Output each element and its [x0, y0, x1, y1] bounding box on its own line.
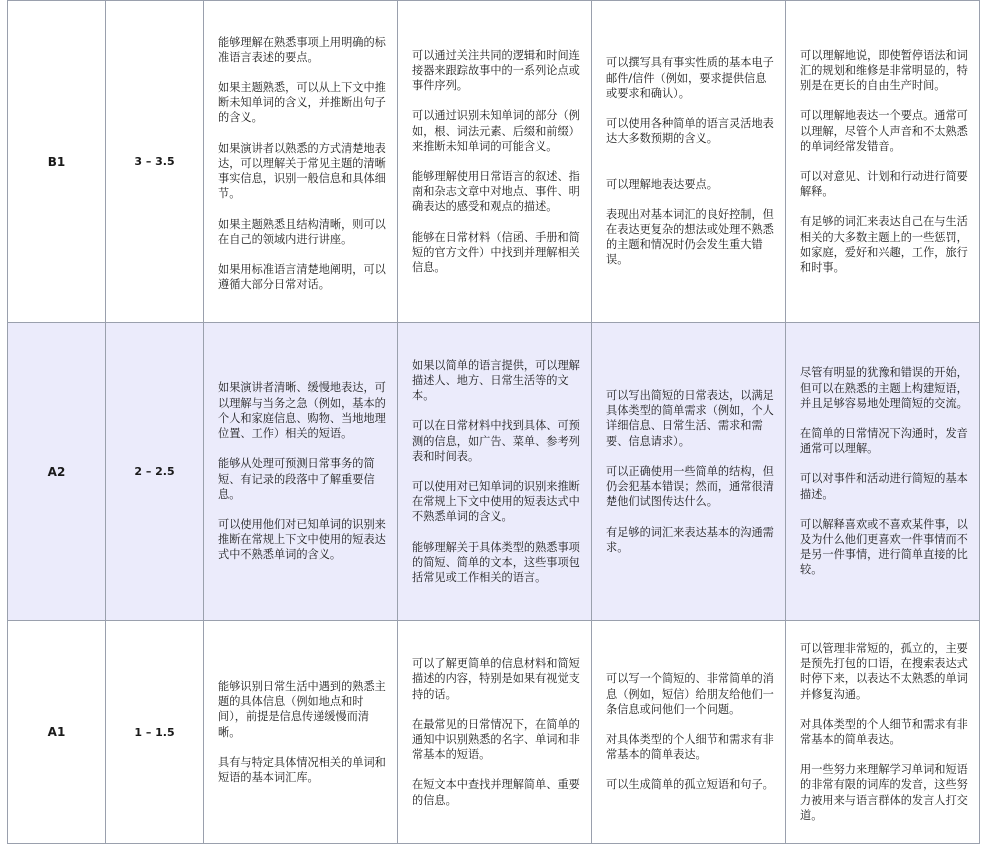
speaking-cell	[786, 1, 980, 323]
descriptor-paragraph: 对具体类型的个人细节和需求有非常基本的简单表达。	[606, 733, 774, 762]
descriptor-paragraph: 可以通过关注共同的逻辑和时间连接器来跟踪故事中的一系列论点或事件序列。	[412, 48, 580, 93]
descriptor-paragraph: 可以通过识别未知单词的部分（例如，根、词法元素、后缀和前缀）来推断未知单词的可能含义。	[412, 109, 580, 153]
writing-cell	[592, 1, 786, 323]
speaking-cell	[786, 323, 980, 621]
reading-cell	[398, 621, 592, 844]
writing-cell	[592, 323, 786, 621]
listening-cell	[204, 621, 398, 844]
descriptor-paragraph: 能够识别日常生活中遇到的熟悉主题的具体信息（例如地点和时间），前提是信息传递缓慢而清晰。	[218, 679, 386, 739]
descriptor-paragraph: 可以解释喜欢或不喜欢某件事，以及为什么他们更喜欢一件事情而不是另一件事情，进行简单直接的比较。	[800, 517, 968, 577]
descriptor-paragraph: 在短文本中查找并理解简单、重要的信息。	[412, 778, 580, 807]
reading-cell	[398, 1, 592, 323]
level-cell: A2	[8, 323, 106, 621]
descriptor-paragraph: 可以理解地说，即使暂停语法和词汇的规划和维修是非常明显的，特别是在更长的自由生产时间。	[800, 48, 968, 93]
descriptor-paragraph: 能够理解在熟悉事项上用明确的标准语言表述的要点。	[218, 35, 386, 64]
descriptor-paragraph: 可以对意见、计划和行动进行简要解释。	[800, 170, 968, 199]
descriptor-paragraph: 如果演讲者以熟悉的方式清楚地表达，可以理解关于常见主题的清晰事实信息，识别一般信息和具体细节。	[218, 141, 386, 201]
descriptor-paragraph: 对具体类型的个人细节和需求有非常基本的简单表达。	[800, 717, 968, 746]
descriptor-paragraph: 可以管理非常短的，孤立的，主要是预先打包的口语，在搜索表达式时停下来，以表达不太熟悉的单词并修复沟通。	[800, 641, 968, 701]
score-cell: 3 – 3.5	[106, 1, 204, 323]
cefr-descriptor-table	[7, 0, 980, 844]
speaking-cell	[786, 621, 980, 844]
listening-cell	[204, 323, 398, 621]
descriptor-paragraph: 能够从处理可预测日常事务的简短、有记录的段落中了解重要信息。	[218, 457, 375, 501]
table-row	[8, 323, 980, 621]
descriptor-paragraph: 具有与特定具体情况相关的单词和短语的基本词汇库。	[218, 755, 386, 784]
descriptor-paragraph: 可以写出简短的日常表达，以满足具体类型的简单需求（例如，个人详细信息、日常生活、需求和需要、信息请求）。	[606, 389, 774, 448]
descriptor-paragraph: 用一些努力来理解学习单词和短语的非常有限的词库的发音，这些努力被用来与语言群体的发言人打交道。	[800, 763, 968, 822]
descriptor-paragraph: 如果用标准语言清楚地阐明，可以遵循大部分日常对话。	[218, 262, 386, 292]
descriptor-paragraph: 可以生成简单的孤立短语和句子。	[606, 778, 774, 792]
score-cell: 2 – 2.5	[106, 323, 204, 621]
descriptor-paragraph: 可以使用他们对已知单词的识别来推断在常规上下文中使用的短表达式中不熟悉单词的含义。	[218, 517, 386, 562]
reading-cell	[398, 323, 592, 621]
table-row	[8, 1, 980, 323]
descriptor-paragraph: 可以写一个简短的、非常简单的消息（例如，短信）给朋友给他们一条信息或问他们一个问题。	[606, 672, 774, 716]
descriptor-paragraph: 有足够的词汇来表达自己在与生活相关的大多数主题上的一些惩罚，如家庭，爱好和兴趣，工作，旅行和时事。	[800, 215, 968, 275]
descriptor-paragraph: 能够在日常材料（信函、手册和简短的官方文件）中找到并理解相关信息。	[412, 230, 580, 275]
descriptor-paragraph: 如果以简单的语言提供，可以理解描述人、地方、日常生活等的文本。	[412, 358, 580, 403]
descriptor-paragraph: 有足够的词汇来表达基本的沟通需求。	[606, 525, 774, 554]
table-row	[8, 621, 980, 844]
descriptor-paragraph: 在最常见的日常情况下，在简单的通知中识别熟悉的名字、单词和非常基本的短语。	[412, 717, 580, 762]
descriptor-paragraph: 在简单的日常情况下沟通时，发音通常可以理解。	[800, 426, 968, 456]
writing-cell	[592, 621, 786, 844]
descriptor-paragraph: 可以理解地表达一个要点。通常可以理解，尽管个人声音和不太熟悉的单词经常发错音。	[800, 109, 968, 153]
descriptor-paragraph: 可以使用各种简单的语言灵活地表达大多数预期的含义。	[606, 117, 774, 146]
score-cell: 1 – 1.5	[106, 621, 204, 844]
level-cell: B1	[8, 1, 106, 323]
descriptor-paragraph: 可以正确使用一些简单的结构，但仍会犯基本错误；然而，通常很清楚他们试图传达什么。	[606, 464, 774, 509]
descriptor-paragraph: 可以撰写具有事实性质的基本电子邮件/信件（例如，要求提供信息或要求和确认）。	[606, 56, 774, 100]
descriptor-paragraph: 可以使用对已知单词的识别来推断在常规上下文中使用的短表达式中不熟悉单词的含义。	[412, 480, 580, 524]
table-body	[8, 1, 980, 844]
descriptor-paragraph: 可以理解地表达要点。	[606, 177, 718, 191]
descriptor-paragraph: 表现出对基本词汇的良好控制，但在表达更复杂的想法或处理不熟悉的主题和情况时仍会发生重大错误。	[606, 207, 774, 267]
descriptor-paragraph: 能够理解关于具体类型的熟悉事项的简短、简单的文本，这些事项包括常见或工作相关的语言。	[412, 540, 580, 585]
descriptor-paragraph: 如果主题熟悉且结构清晰，则可以在自己的领域内进行讲座。	[218, 217, 386, 246]
listening-cell	[204, 1, 398, 323]
descriptor-paragraph: 可以在日常材料中找到具体、可预测的信息，如广告、菜单、参考列表和时间表。	[412, 419, 580, 463]
descriptor-paragraph: 尽管有明显的犹豫和错误的开始，但可以在熟悉的主题上构建短语，并且足够容易地处理简短的交流。	[800, 366, 968, 410]
descriptor-paragraph: 如果演讲者清晰、缓慢地表达，可以理解与当务之急（例如，基本的个人和家庭信息、购物、当地地理位置、工作）相关的短语。	[218, 381, 386, 441]
descriptor-paragraph: 能够理解使用日常语言的叙述、指南和杂志文章中对地点、事件、明确表达的感受和观点的描述。	[412, 170, 580, 214]
descriptor-paragraph: 可以了解更简单的信息材料和简短描述的内容，特别是如果有视觉支持的话。	[412, 657, 580, 701]
descriptor-paragraph: 可以对事件和活动进行简短的基本描述。	[800, 472, 968, 501]
level-cell: A1	[8, 621, 106, 844]
descriptor-paragraph: 如果主题熟悉，可以从上下文中推断未知单词的含义，并推断出句子的含义。	[218, 81, 386, 125]
